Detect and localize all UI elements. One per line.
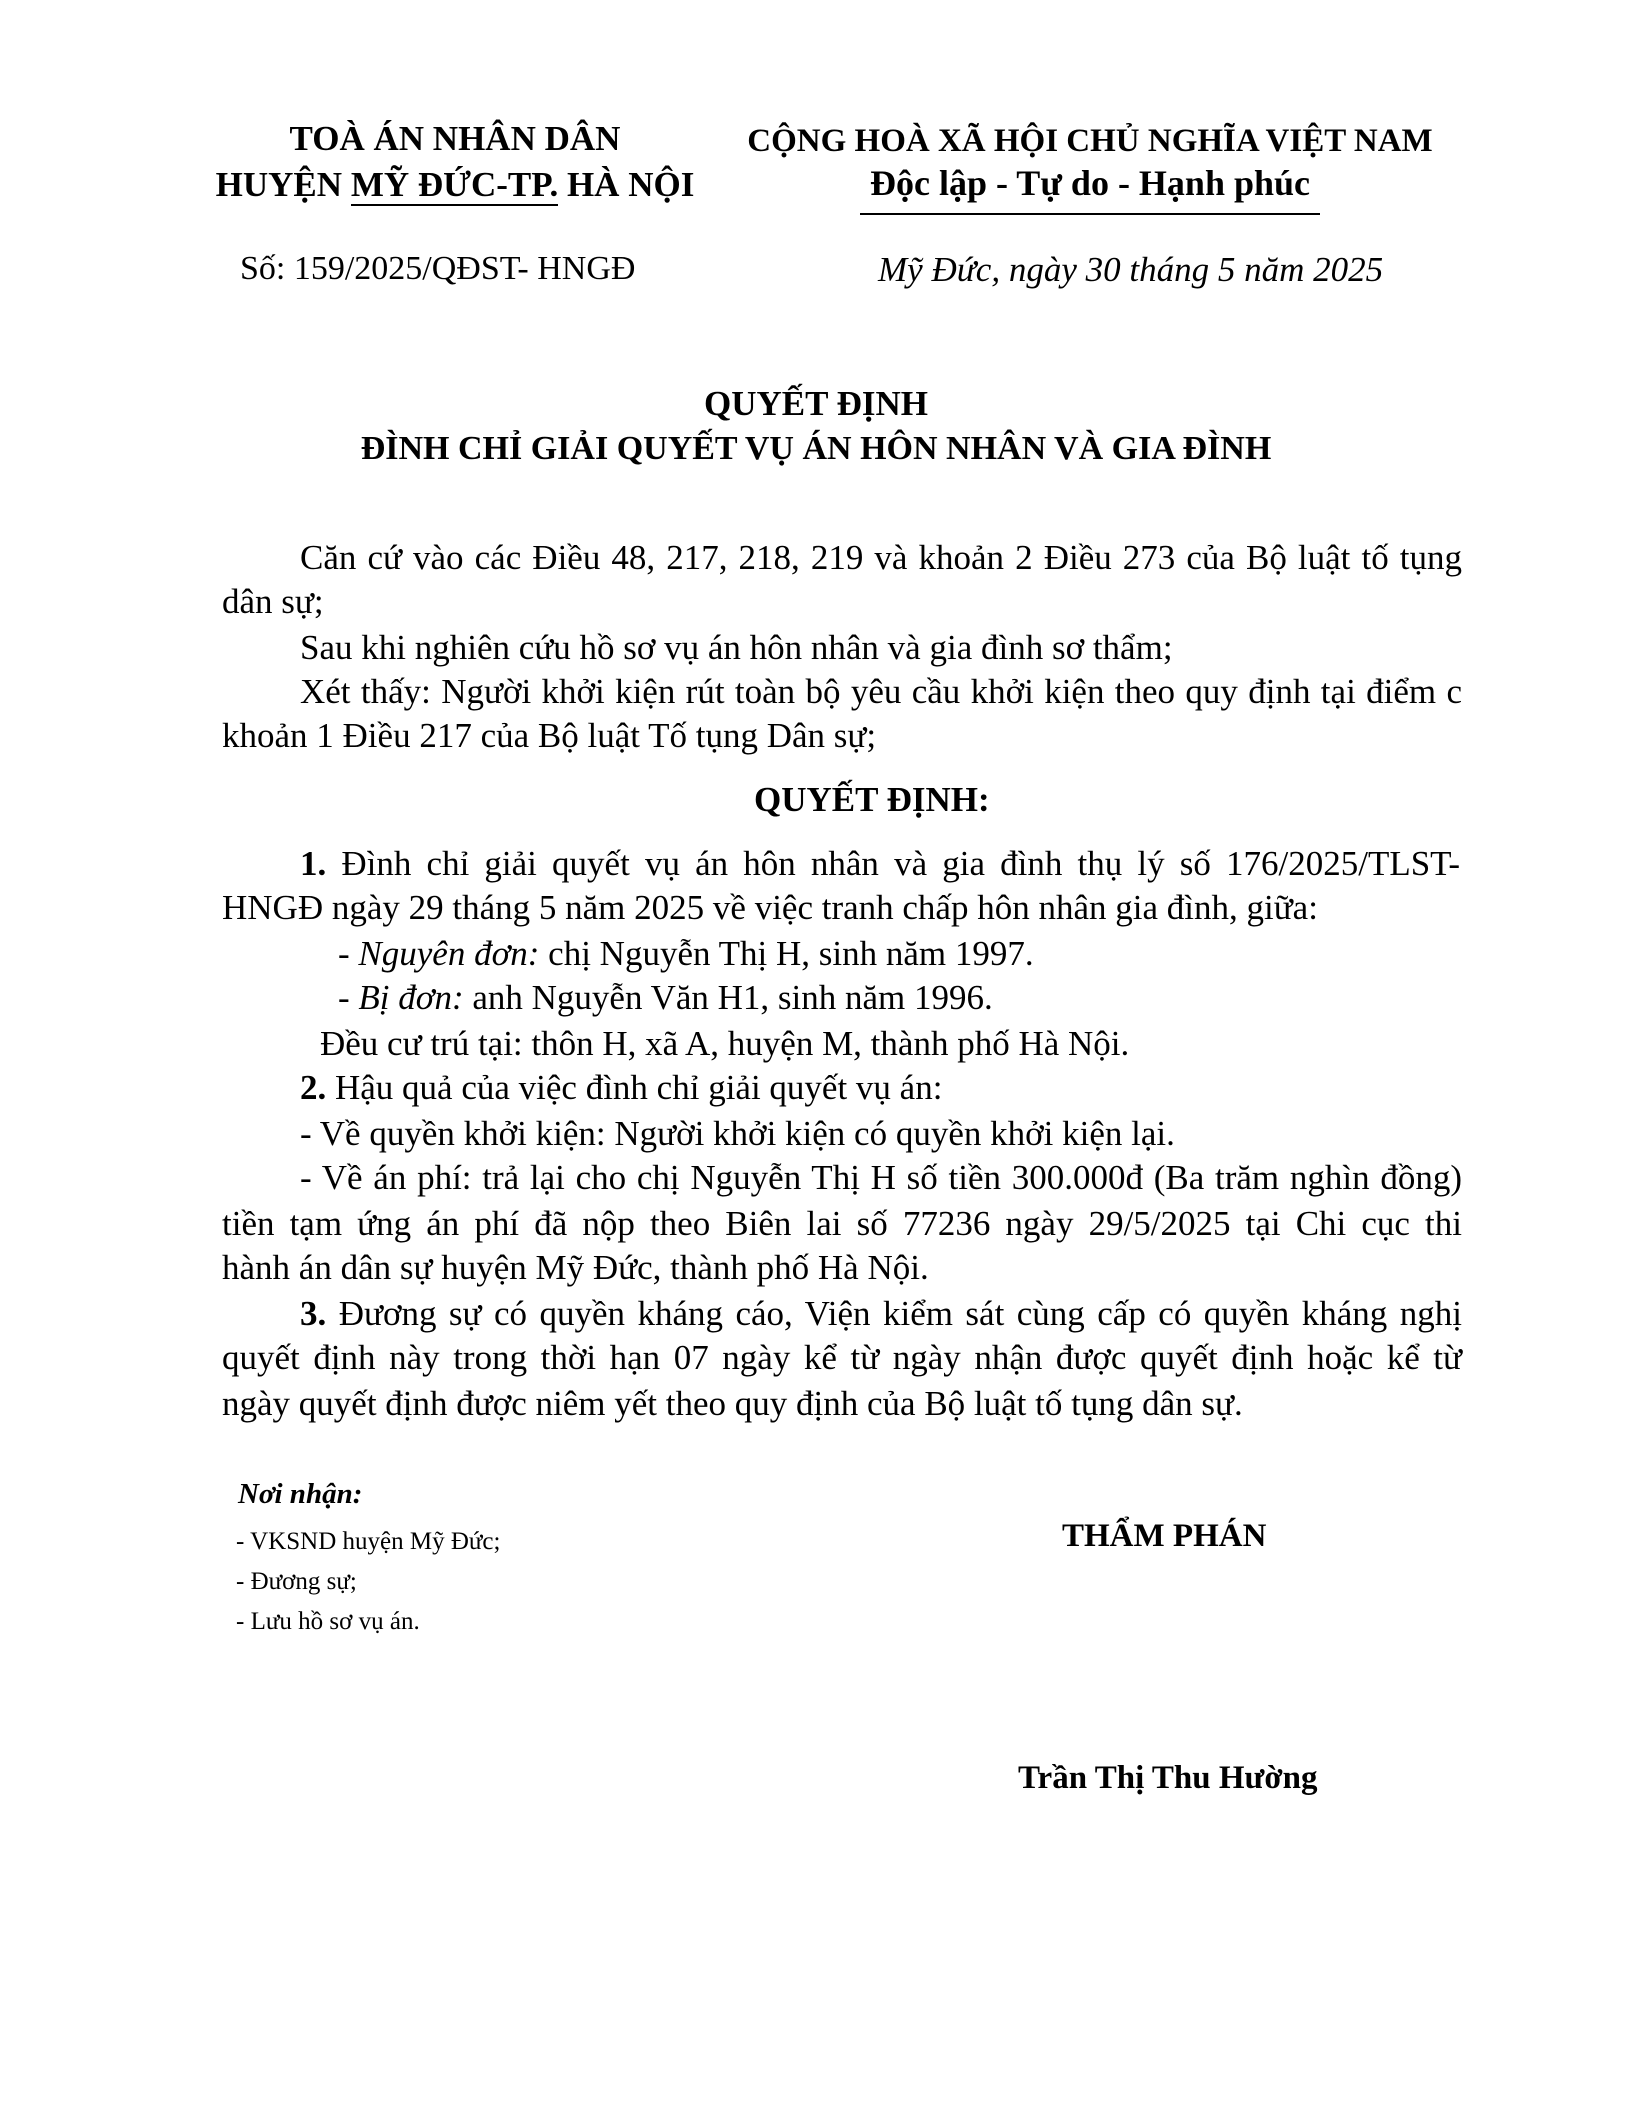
item1-line1 [300,844,1460,884]
defendant-label: Bị đơn: [358,978,464,1017]
signer-title: THẨM PHÁN [1062,1518,1267,1554]
recipient-item: - VKSND huyện Mỹ Đức; [236,1528,501,1555]
basis-line2: dân sự; [222,582,324,621]
fee-line1: - Về án phí: trả lại cho chị Nguyễn Thị H số tiền 300.000đ (Ba trăm nghìn đồng) [300,1158,1462,1197]
item1-line2: HNGĐ ngày 29 tháng 5 năm 2025 về việc tranh chấp hôn nhân gia đình, giữa: [222,888,1318,927]
item1-text: Đình chỉ giải quyết vụ án hôn nhân và gia đình thụ lý số 176/2025/TLST- [326,844,1460,883]
recipient-item: - Đương sự; [236,1568,357,1595]
right-to-sue-line: - Về quyền khởi kiện: Người khởi kiện có quyền khởi kiện lại. [300,1114,1175,1153]
item2-text: Hậu quả của việc đình chỉ giải quyết vụ án: [326,1068,943,1107]
court-name-line1: TOÀ ÁN NHÂN DÂN [289,119,621,158]
defendant-line: - Bị đơn: anh Nguyễn Văn H1, sinh năm 1996. [338,978,993,1017]
item3-line1 [300,1294,1462,1334]
item3-line3: ngày quyết định được niêm yết theo quy định của Bộ luật tố tụng dân sự. [222,1384,1243,1423]
document-title: QUYẾT ĐỊNH [704,384,928,423]
decision-heading: QUYẾT ĐỊNH: [754,780,990,819]
recipient-item: - Lưu hồ sơ vụ án. [236,1608,420,1635]
basis-line1: Căn cứ vào các Điều 48, 217, 218, 219 và khoản 2 Điều 273 của Bộ luật tố tụng [300,538,1462,577]
court-name-line2 [210,162,700,208]
motto-underline [860,212,1320,216]
court-district-underlined: MỸ ĐỨC-TP. [350,165,559,204]
court-city: HÀ NỘI [558,165,695,204]
study-line: Sau khi nghiên cứu hồ sơ vụ án hôn nhân và gia đình sơ thẩm; [300,628,1173,667]
national-motto: Độc lập - Tự do - Hạnh phúc [869,163,1311,203]
residence-line: Đều cư trú tại: thôn H, xã A, huyện M, thành phố Hà Nội. [320,1024,1130,1063]
item3-number: 3. [300,1294,327,1333]
item1-number: 1. [300,844,327,883]
place-and-date: Mỹ Đức, ngày 30 tháng 5 năm 2025 [878,250,1384,289]
consider-line2: khoản 1 Điều 217 của Bộ luật Tố tụng Dân sự; [222,716,877,755]
plaintiff-label: Nguyên đơn: [358,934,540,973]
court-district-prefix: HUYỆN [215,165,351,204]
national-title: CỘNG HOÀ XÃ HỘI CHỦ NGHĨA VIỆT NAM [747,123,1433,159]
plaintiff-value: chị Nguyễn Thị H, sinh năm 1997. [539,934,1034,973]
consider-line1: Xét thấy: Người khởi kiện rút toàn bộ yêu cầu khởi kiện theo quy định tại điểm c [300,672,1462,711]
item2-heading [300,1068,942,1108]
document-number: Số: 159/2025/QĐST- HNGĐ [240,250,636,287]
item2-number: 2. [300,1068,327,1107]
fee-line2: tiền tạm ứng án phí đã nộp theo Biên lai số 77236 ngày 29/5/2025 tại Chi cục thi [222,1204,1462,1243]
document-subtitle: ĐÌNH CHỈ GIẢI QUYẾT VỤ ÁN HÔN NHÂN VÀ GIA ĐÌNH [360,430,1272,467]
item3-line2: quyết định này trong thời hạn 07 ngày kể từ ngày nhận được quyết định hoặc kể từ [222,1338,1462,1377]
plaintiff-line: - Nguyên đơn: chị Nguyễn Thị H, sinh năm 1997. [338,934,1034,973]
recipients-label: Nơi nhận: [238,1478,363,1510]
fee-line3: hành án dân sự huyện Mỹ Đức, thành phố Hà Nội. [222,1248,929,1287]
defendant-value: anh Nguyễn Văn H1, sinh năm 1996. [463,978,993,1017]
signer-name: Trần Thị Thu Hường [1018,1760,1318,1796]
item3-text: Đương sự có quyền kháng cáo, Viện kiểm sát cùng cấp có quyền kháng nghị [326,1294,1462,1333]
